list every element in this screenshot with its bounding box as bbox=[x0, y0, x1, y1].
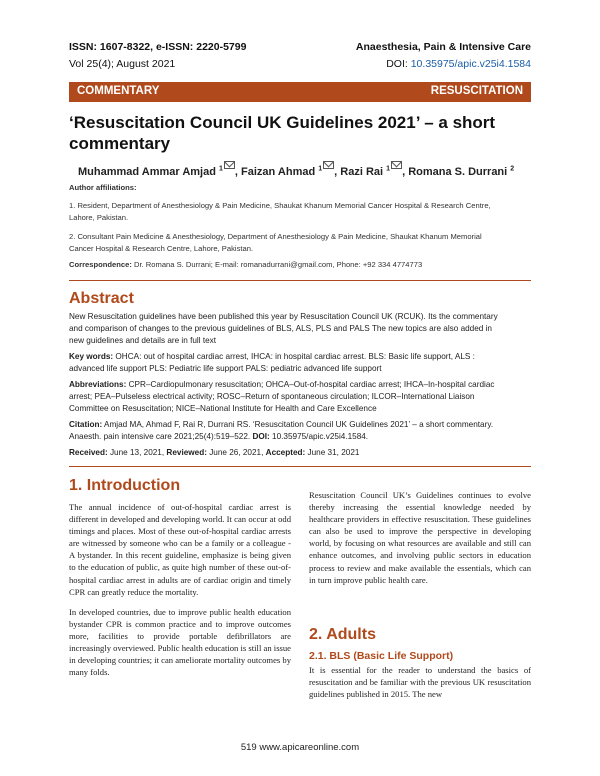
received-label: Received: bbox=[69, 448, 108, 457]
abstract-text bbox=[69, 311, 531, 347]
citation-doi-label: DOI: bbox=[252, 432, 270, 441]
mail-icon[interactable] bbox=[323, 161, 334, 169]
page-footer: 519 www.apicareonline.com bbox=[240, 742, 360, 753]
title-line-2: commentary bbox=[69, 134, 171, 153]
abstract-line: and comparison of changes to the previous guidelines of BLS, ALS, PLS and PALS The new topics are also added in bbox=[69, 324, 492, 333]
doi-label: DOI: bbox=[386, 58, 411, 70]
keywords-line: OHCA: out of hospital cardiac arrest, IHCA: in hospital cardiac arrest. BLS: Basic life support, ALS : bbox=[113, 352, 475, 361]
correspondence-text: Dr. Romana S. Durrani; E-mail: romanadurrani@gmail.com, Phone: +92 334 4774773 bbox=[131, 260, 423, 269]
abbreviations bbox=[69, 379, 531, 415]
affiliation-1-line-1: 1. Resident, Department of Anesthesiology & Pain Medicine, Shaukat Khanum Memorial Cancer Hospital & Research Centre, bbox=[69, 201, 491, 210]
author-sep: , bbox=[234, 166, 242, 178]
author-name: Faizan Ahmad bbox=[241, 166, 316, 178]
abstract-line: new guidelines and details are in full text bbox=[69, 336, 217, 345]
divider bbox=[69, 280, 531, 281]
correspondence-label: Correspondence: bbox=[69, 260, 132, 269]
affiliation-2-line-1: 2. Consultant Pain Medicine & Anesthesiology, Department of Anesthesiology & Pain Medicine, Shaukat Khanum Memorial bbox=[69, 232, 482, 241]
citation bbox=[69, 419, 531, 443]
paragraph: Resuscitation Council UK’s Guidelines continues to evolve thereby increasing the essential knowledge needed by healthcare providers in effective resuscitation. These guidelines can also be used to improve the perspective in developing world, by focusing on what resources are available and still can enhance outcomes, and involving public sectors in education process to review and make available the essentials, which can in turn improve public health care. bbox=[309, 490, 531, 585]
affiliations-label: Author affiliations: bbox=[69, 183, 137, 192]
author-sup: 1 bbox=[386, 165, 391, 173]
mail-icon[interactable] bbox=[391, 161, 402, 169]
adults-heading: 2. Adults bbox=[309, 626, 376, 643]
abstract-line: New Resuscitation guidelines have been published this year by Resuscitation Council UK (RCUK). Its the commentary bbox=[69, 312, 498, 321]
article-title bbox=[69, 112, 531, 154]
accepted-date: June 31, 2021 bbox=[305, 448, 360, 457]
abstract-heading: Abstract bbox=[69, 290, 134, 307]
bls-heading: 2.1. BLS (Basic Life Support) bbox=[309, 650, 454, 662]
dates bbox=[69, 447, 531, 459]
author-sup: 2 bbox=[510, 165, 515, 173]
paragraph: It is essential for the reader to understand the basics of resuscitation and be familiar with the previous UK resuscitation guidelines published in 2015. The new bbox=[309, 665, 531, 700]
keywords-label: Key words: bbox=[69, 352, 114, 361]
abbreviations-line: CPR–Cardiopulmonary resuscitation; OHCA–Out-of-hospital cardiac arrest; IHCA–In-hospital cardiac bbox=[126, 380, 495, 389]
author-sup: 1 bbox=[318, 165, 323, 173]
article-type-banner bbox=[69, 82, 531, 102]
author-name: Razi Rai bbox=[340, 166, 384, 178]
accepted-label: Accepted: bbox=[265, 448, 306, 457]
author-list bbox=[78, 161, 514, 178]
keywords-line: advanced life support PLS: Pediatric life support PALS: pediatric advanced life support bbox=[69, 364, 382, 373]
banner-resuscitation: RESUSCITATION bbox=[430, 85, 523, 97]
author-sep: , bbox=[402, 166, 409, 178]
affiliation-1-line-2: Lahore, Pakistan. bbox=[69, 213, 129, 222]
divider bbox=[69, 466, 531, 467]
introduction-heading: 1. Introduction bbox=[69, 477, 181, 494]
received-date: June 13, 2021, bbox=[107, 448, 167, 457]
bls-body bbox=[309, 664, 531, 708]
citation-line: Anaesth. pain intensive care 2021;25(4):519–522. bbox=[69, 432, 253, 441]
abbreviations-line: arrest; PEA–Pulseless electrical activity; ROSC–Return of spontaneous circulation; ILCOR–International Liaison bbox=[69, 392, 475, 401]
banner-commentary: COMMENTARY bbox=[77, 85, 160, 97]
reviewed-date: June 26, 2021, bbox=[206, 448, 266, 457]
affiliation-1 bbox=[69, 200, 491, 224]
abbreviations-label: Abbreviations: bbox=[69, 380, 127, 389]
journal-name: Anaesthesia, Pain & Intensive Care bbox=[355, 41, 531, 53]
title-line-1: ‘Resuscitation Council UK Guidelines 2021’ – a short bbox=[69, 113, 496, 132]
keywords bbox=[69, 351, 531, 375]
mail-icon[interactable] bbox=[224, 161, 235, 169]
doi-header bbox=[386, 58, 531, 70]
author-sep: , bbox=[334, 166, 341, 178]
issn-text: ISSN: 1607-8322, e-ISSN: 2220-5799 bbox=[69, 41, 247, 53]
citation-label: Citation: bbox=[69, 420, 103, 429]
author-sup: 1 bbox=[219, 165, 223, 173]
paragraph: The annual incidence of out-of-hospital cardiac arrest is different in developed and developing world. It can occur at odd timings and places. Most of these out-of-hospital cardiac arrests are witnessed by someone who can be a family or a colleague - A bystander. In this recent guideline, emphasize is being given to the education of public, as quite high number of these out-of-hospital cardiac arrest in adults are of cardiac origin and timely CPR can greatly reduce the mortality. bbox=[69, 502, 291, 597]
right-column-body bbox=[309, 489, 531, 594]
affiliation-2-line-2: Cancer Hospital & Research Centre, Lahore, Pakistan. bbox=[69, 244, 254, 253]
affiliation-2 bbox=[69, 231, 482, 255]
author-name: Muhammad Ammar Amjad bbox=[78, 166, 216, 178]
reviewed-label: Reviewed: bbox=[166, 448, 207, 457]
correspondence bbox=[69, 259, 422, 271]
abbreviations-line: Committee on Resuscitation; NICE–National Institute for Health and Care Excellence bbox=[69, 404, 377, 413]
paragraph: In developed countries, due to improve public health education bystander CPR is common practice and to improve outcomes more, facilities to provide portable defibrillators are increasingly overviewed. Public health education is still an issue in developing countries; it can ameliorate mortality outcomes by many folds. bbox=[69, 606, 291, 678]
doi-link[interactable]: 10.35975/apic.v25i4.1584 bbox=[410, 58, 531, 70]
volume-text: Vol 25(4); August 2021 bbox=[69, 58, 176, 70]
author-name: Romana S. Durrani bbox=[408, 166, 508, 178]
citation-doi[interactable]: 10.35975/apic.v25i4.1584. bbox=[269, 432, 369, 441]
citation-line: Amjad MA, Ahmad F, Rai R, Durrani RS. ‘Resuscitation Council UK Guidelines 2021’ – a short commentary. bbox=[102, 420, 494, 429]
introduction-body bbox=[69, 501, 291, 686]
